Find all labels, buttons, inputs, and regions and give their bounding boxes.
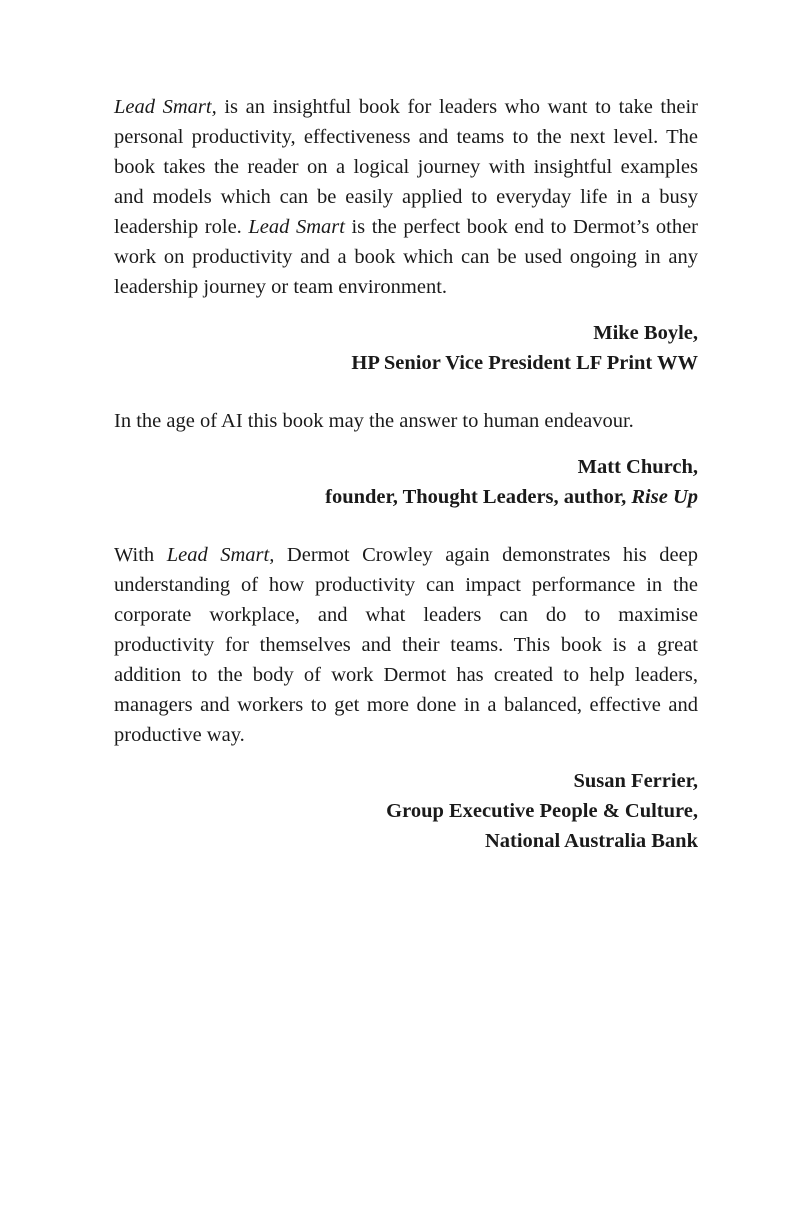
testimonial-3-text-1: With	[114, 544, 167, 566]
testimonial-3-text-2: Dermot Crowley again demonstrates his deep understanding of how productivity can impact performance in the corporate workplace, and what leaders can do to maximise productivity for themselves and their teams. This book is a great addition to the body of work Dermot has created to help leaders, managers and workers to get more done in a balanced, effective and productive way.	[114, 544, 699, 746]
attribution-title-prefix: founder, Thought Leaders, author,	[325, 486, 632, 508]
book-title-italic: Lead Smart,	[166, 544, 275, 566]
testimonial-1-body	[114, 92, 698, 302]
testimonial-3-attribution	[114, 766, 698, 856]
attribution-title: Group Executive People & Culture,	[386, 800, 698, 822]
endorsements-page	[114, 92, 698, 856]
attribution-organization: National Australia Bank	[484, 830, 698, 852]
testimonial-2-body: In the age of AI this book may the answer to human endeavour.	[114, 410, 634, 432]
attribution-title: HP Senior Vice President LF Print WW	[351, 352, 698, 374]
attribution-title	[114, 482, 698, 512]
testimonial-2-attribution	[114, 452, 698, 512]
testimonial-3-body	[114, 540, 698, 750]
attribution-name: Matt Church,	[577, 456, 698, 478]
book-title-italic: Rise Up	[631, 486, 698, 508]
book-title-italic: Lead Smart,	[114, 96, 217, 118]
book-title-italic: Lead Smart	[248, 216, 345, 238]
testimonial-1-text-1: is an insightful book for leaders who want to take their personal productivity, effectiveness and teams to the next level. The book takes the reader on a logical journey with insightful examples and models which can be easily applied to everyday life in a busy leadership role.	[114, 96, 698, 238]
testimonial-1-attribution	[114, 318, 698, 378]
attribution-name: Mike Boyle,	[593, 322, 698, 344]
attribution-name: Susan Ferrier,	[573, 770, 698, 792]
testimonial-1-text-2: is the perfect book end to Dermot’s other work on productivity and a book which can be used ongoing in any leadership journey or team environment.	[114, 216, 698, 298]
